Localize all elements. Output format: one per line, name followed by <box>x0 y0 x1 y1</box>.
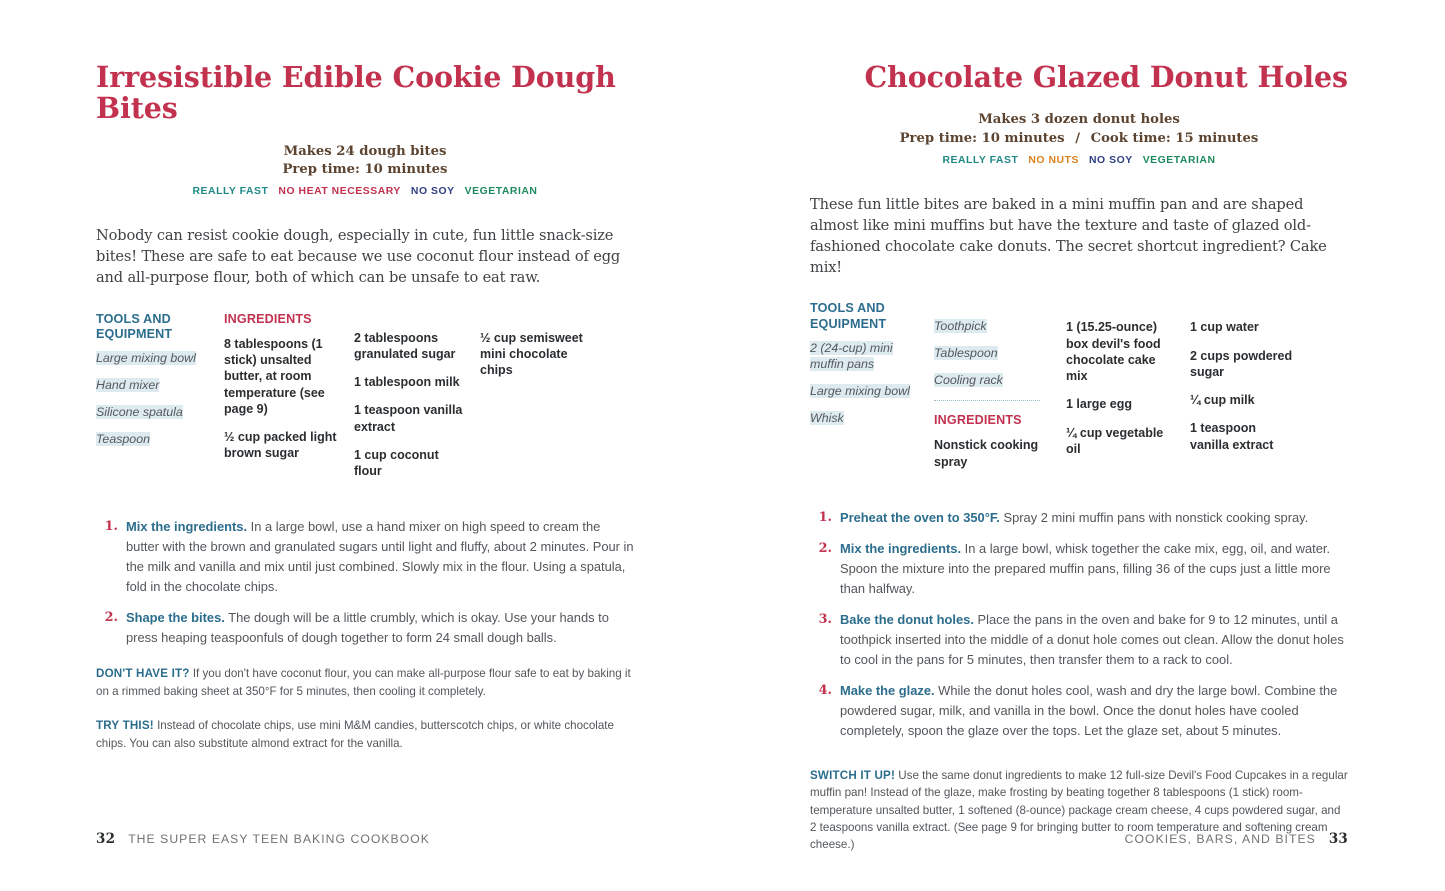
tip-note: TRY THIS! Instead of chocolate chips, use mini M&M candies, butterscotch chips, or white chocolate chips. You can also substitute almond extract for the vanilla. <box>96 719 614 750</box>
spacer <box>1190 301 1298 310</box>
spacer <box>354 312 468 321</box>
tool-item: Tablespoon <box>934 346 998 361</box>
recipe-tag: VEGETARIAN <box>1142 154 1216 166</box>
tag-row-right <box>810 155 1348 166</box>
step-number: 2. <box>104 610 118 626</box>
steps-list-left <box>96 517 634 648</box>
tools-column-2 <box>934 301 1066 481</box>
footer-left <box>96 831 430 847</box>
recipe-tag: NO SOY <box>410 186 455 198</box>
recipe-step: 2. Mix the ingredients. In a large bowl, whisk together the cake mix, egg, oil, and water. Spoon the mixture into the prepared muffin pans, filling 36 of the cups just a little more than halfway. <box>810 539 1348 599</box>
recipe-step: 2. Shape the bites. The dough will be a little crumbly, which is okay. Use your hands to press heaping teaspoonfuls of dough together to form 24 small dough balls. <box>96 608 634 648</box>
ingredients-column-3 <box>480 312 600 492</box>
ingredient-item: 1 cup coconut flour <box>354 447 439 479</box>
page-number: 32 <box>96 831 116 847</box>
recipe-tag: REALLY FAST <box>192 186 269 198</box>
step-lead: Make the glaze. <box>840 682 935 698</box>
yield-block-left <box>96 143 634 179</box>
ingredients-heading: INGREDIENTS <box>224 311 312 326</box>
step-number: 4. <box>818 682 832 698</box>
tool-item: Silicone spatula <box>96 405 183 420</box>
recipe-step: 1. Preheat the oven to 350°F. Spray 2 mini muffin pans with nonstick cooking spray. <box>810 508 1348 528</box>
ingredient-item: ¼ cup vegetable oil <box>1066 425 1164 456</box>
tip-note: SWITCH IT UP! Use the same donut ingredients to make 12 full-size Devil's Food Cupcakes in a regular muffin pan! Instead of the glaze, make frosting by beating together 8 tablespoons (1 stick) room-temperature unsalted butter, 1 softened (8-ounce) package cream cheese, 4 cups powdered sugar, and 2 teaspoons vanilla extract. (See page 9 for bringing butter to room temperature and softening cream cheese.) <box>810 768 1348 852</box>
intro-paragraph-left: Nobody can resist cookie dough, especially in cute, fun little snack-size bites! These are safe to eat because we use coconut flour instead of egg and all-purpose flour, both of which can be unsafe to eat raw. <box>96 227 621 287</box>
ingredient-item: 2 tablespoons granulated sugar <box>354 330 456 361</box>
time-line <box>96 161 634 179</box>
ingredient-item: ½ cup semisweet mini chocolate chips <box>480 330 583 378</box>
ingredient-item: 2 cups powdered sugar <box>1190 348 1293 379</box>
ingredient-item: ½ cup packed light brown sugar <box>224 430 337 461</box>
tag-row-left <box>96 186 634 197</box>
tool-item: Teaspoon <box>96 431 150 446</box>
step-lead: Shape the bites. <box>126 610 225 626</box>
page-title-left: Irresistible Edible Cookie Dough Bites <box>96 60 616 126</box>
ingredients-column-4 <box>1190 301 1310 481</box>
page-number: 33 <box>1328 831 1348 847</box>
footer-title: THE SUPER EASY TEEN BAKING COOKBOOK <box>128 832 430 846</box>
ingredients-list-3 <box>1066 319 1178 457</box>
page-title-right: Chocolate Glazed Donut Holes <box>864 60 1348 94</box>
tools-list-1 <box>810 341 922 427</box>
step-number: 2. <box>818 540 832 556</box>
footer-title: COOKIES, BARS, AND BITES <box>1124 832 1316 846</box>
tools-list-2 <box>934 319 1054 389</box>
ingredients-column-1 <box>224 312 354 492</box>
tip-label: TRY THIS! <box>96 719 154 733</box>
yield-block-right <box>810 111 1348 147</box>
time-separator: / <box>1075 130 1081 146</box>
tip-note: DON'T HAVE IT? If you don't have coconut flour, you can make all-purpose flour safe to eat by baking it on a rimmed baking sheet at 350°F for 5 minutes, then cooling it completely. <box>96 667 631 698</box>
tool-item: Toothpick <box>934 319 987 334</box>
ingredient-item: Nonstick cooking spray <box>934 438 1039 469</box>
prep-time: Prep time: 10 minutes <box>282 161 448 177</box>
ingredient-item: 1 teaspoon vanilla extract <box>354 403 463 434</box>
page-left <box>0 0 722 891</box>
ingredient-item: 1 tablespoon milk <box>354 375 460 390</box>
recipe-step: 1. Mix the ingredients. In a large bowl, use a hand mixer on high speed to cream the butter with the brown and granulated sugars until light and fluffy, about 2 minutes. Pour in the milk and vanilla and mix until just combined. Slowly mix in the flour. Using a spatula, fold in the chocolate chips. <box>96 517 634 597</box>
step-lead: Mix the ingredients. <box>840 540 962 556</box>
yield-text: Makes 3 dozen donut holes <box>978 112 1180 128</box>
step-number: 1. <box>818 509 832 525</box>
ingredient-item: 1 large egg <box>1066 397 1132 412</box>
steps-list-right <box>810 508 1348 741</box>
ingredient-columns-left <box>96 312 634 492</box>
ingredients-list-4 <box>1190 319 1298 453</box>
tool-item: 2 (24-cup) mini muffin pans <box>810 341 893 371</box>
ingredients-list-1 <box>224 336 342 462</box>
spacer <box>1066 301 1178 310</box>
recipe-tag: NO NUTS <box>1028 154 1079 166</box>
ingredient-item: 1 teaspoon vanilla extract <box>1190 421 1274 452</box>
tip-label: DON'T HAVE IT? <box>96 667 190 681</box>
ingredient-item: 1 cup water <box>1190 320 1259 335</box>
ingredients-heading: INGREDIENTS <box>934 413 1022 428</box>
section-divider <box>934 400 1040 401</box>
notes-left <box>96 665 634 752</box>
recipe-step: 3. Bake the donut holes. Place the pans in the oven and bake for 9 to 12 minutes, until a toothpick inserted into the middle of a donut hole comes out clean. Allow the donut holes to cool in the pans for 5 minutes, then transfer them to a rack to cool. <box>810 610 1348 670</box>
tools-column <box>96 312 224 492</box>
ingredients-list-2 <box>354 330 468 480</box>
ingredients-list-2 <box>934 437 1054 470</box>
ingredient-columns-right <box>810 301 1348 481</box>
page-right <box>722 0 1444 891</box>
spacer <box>934 301 1054 310</box>
cook-time: Cook time: 15 minutes <box>1090 130 1259 146</box>
step-lead: Mix the ingredients. <box>126 519 248 535</box>
recipe-tag: VEGETARIAN <box>464 186 538 198</box>
recipe-tag: REALLY FAST <box>942 154 1019 166</box>
tools-list <box>96 351 212 448</box>
tool-item: Large mixing bowl <box>810 383 910 398</box>
ingredient-item: 1 (15.25-ounce) box devil's food chocolate cake mix <box>1066 320 1161 384</box>
step-number: 3. <box>818 611 832 627</box>
ingredients-column-2 <box>354 312 480 492</box>
recipe-step: 4. Make the glaze. While the donut holes cool, wash and dry the large bowl. Combine the powdered sugar, milk, and vanilla in the bowl. Once the donut holes have cooled completely, spoon the glaze over the tops. Let the glaze set, about 5 minutes. <box>810 681 1348 741</box>
ingredient-item: 8 tablespoons (1 stick) unsalted butter, at room temperature (see page 9) <box>224 336 325 416</box>
step-number: 1. <box>104 519 118 535</box>
ingredients-list-3 <box>480 330 588 379</box>
tools-heading: TOOLS AND EQUIPMENT <box>810 301 887 331</box>
tools-column-1 <box>810 301 934 481</box>
tool-item: Whisk <box>810 410 844 425</box>
tools-heading: TOOLS AND EQUIPMENT <box>96 311 173 341</box>
recipe-tag: NO HEAT NECESSARY <box>278 186 401 198</box>
footer-right <box>1125 831 1348 847</box>
tool-item: Hand mixer <box>96 378 160 393</box>
step-lead: Preheat the oven to 350°F. <box>840 509 1000 525</box>
prep-time: Prep time: 10 minutes <box>899 130 1065 146</box>
intro-paragraph-right: These fun little bites are baked in a mini muffin pan and are shaped almost like mini muffins but have the texture and taste of glazed old-fashioned chocolate cake donuts. The secret shortcut ingredient? Cake mix! <box>810 195 1327 277</box>
tool-item: Large mixing bowl <box>96 351 196 366</box>
time-line <box>810 130 1348 148</box>
recipe-tag: NO SOY <box>1088 154 1133 166</box>
spacer <box>480 312 588 321</box>
yield-text: Makes 24 dough bites <box>283 143 447 159</box>
tool-item: Cooling rack <box>934 373 1003 388</box>
ingredient-item: ¼ cup milk <box>1190 393 1255 408</box>
tip-label: SWITCH IT UP! <box>810 768 896 782</box>
step-lead: Bake the donut holes. <box>840 611 974 627</box>
ingredients-column-3 <box>1066 301 1190 481</box>
